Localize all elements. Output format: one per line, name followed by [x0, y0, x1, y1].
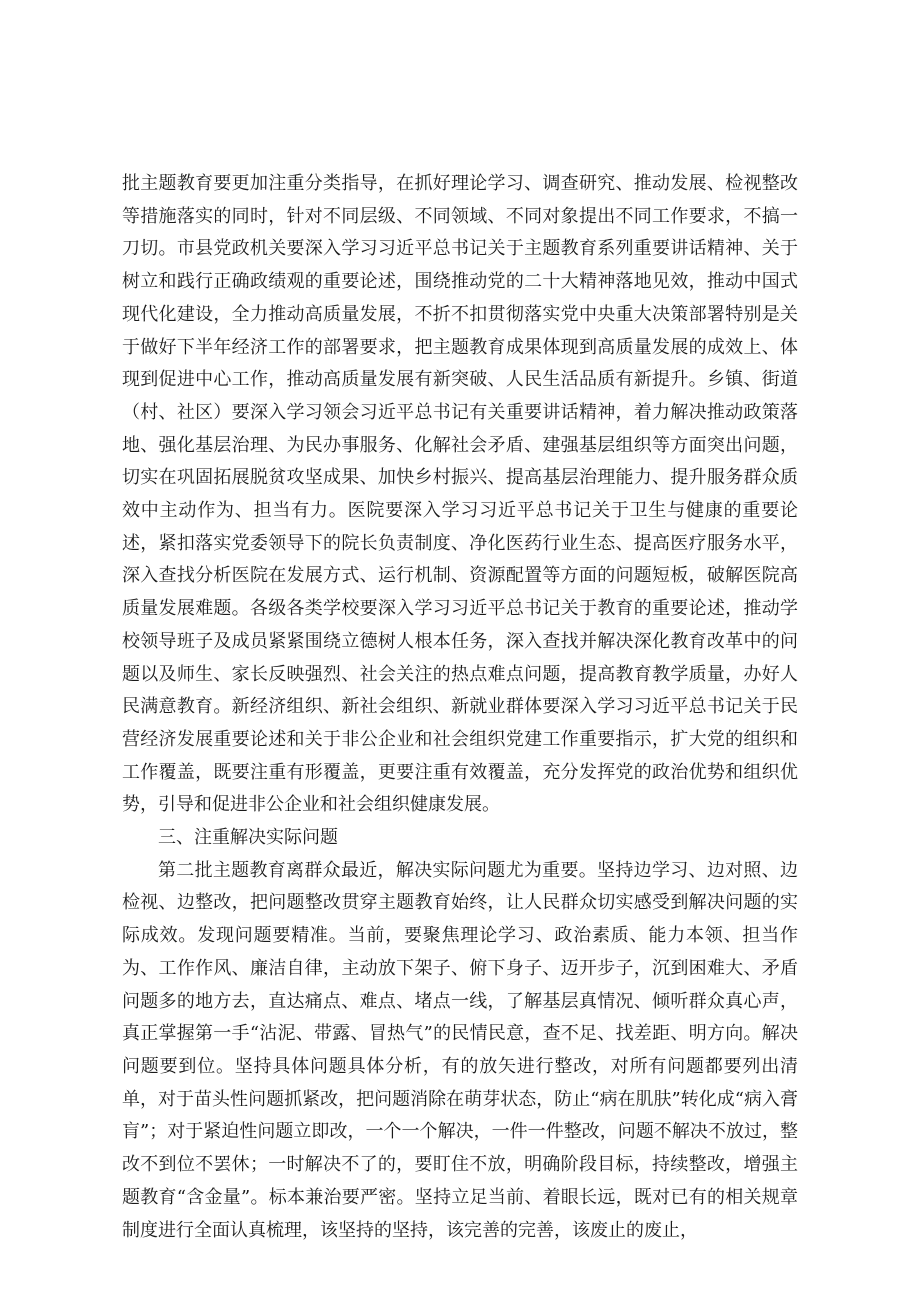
document-body	[122, 168, 798, 1247]
body-paragraph: 第二批主题教育离群众最近，解决实际问题尤为重要。坚持边学习、边对照、边检视、边整改，把问题整改贯穿主题教育始终，让人民群众切实感受到解决问题的实际成效。发现问题要精准。当前，要聚焦理论学习、政治素质、能力本领、担当作为、工作作风、廉洁自律，主动放下架子、俯下身子、迈开步子，沉到困难大、矛盾问题多的地方去，直达痛点、难点、堵点一线，了解基层真情况、倾听群众真心声，真正掌握第一手“沾泥、带露、冒热气”的民情民意，查不足、找差距、明方向。解决问题要到位。坚持具体问题具体分析，有的放矢进行整改，对所有问题都要列出清单，对于苗头性问题抓紧改，把问题消除在萌芽状态，防止“病在肌肤”转化成“病入膏肓”；对于紧迫性问题立即改，一个一个解决，一件一件整改，问题不解决不放过，整改不到位不罢休；一时解决不了的，要盯住不放，明确阶段目标，持续整改，增强主题教育“含金量”。标本兼治要严密。坚持立足当前、着眼长远，既对已有的相关规章制度进行全面认真梳理，该坚持的坚持，该完善的完善，该废止的废止，	[122, 859, 798, 1241]
body-paragraph-continued: 批主题教育要更加注重分类指导，在抓好理论学习、调查研究、推动发展、检视整改等措施落实的同时，针对不同层级、不同领域、不同对象提出不同工作要求，不搞一刀切。市县党政机关要深入学习习近平总书记关于主题教育系列重要讲话精神、关于树立和践行正确政绩观的重要论述，围绕推动党的二十大精神落地见效，推动中国式现代化建设，全力推动高质量发展，不折不扣贯彻落实党中央重大决策部署特别是关于做好下半年经济工作的部署要求，把主题教育成果体现到高质量发展的成效上、体现到促进中心工作，推动高质量发展有新突破、人民生活品质有新提升。乡镇、街道（村、社区）要深入学习领会习近平总书记有关重要讲话精神，着力解决推动政策落地、强化基层治理、为民办事服务、化解社会矛盾、建强基层组织等方面突出问题，切实在巩固拓展脱贫攻坚成果、加快乡村振兴、提高基层治理能力、提升服务群众质效中主动作为、担当有力。医院要深入学习习近平总书记关于卫生与健康的重要论述，紧扣落实党委领导下的院长负责制度、净化医药行业生态、提高医疗服务水平，深入查找分析医院在发展方式、运行机制、资源配置等方面的问题短板，破解医院高质量发展难题。各级各类学校要深入学习习近平总书记关于教育的重要论述，推动学校领导班子及成员紧紧围绕立德树人根本任务，深入查找并解决深化教育改革中的问题以及师生、家长反映强烈、社会关注的热点难点问题，提高教育教学质量，办好人民满意教育。新经济组织、新社会组织、新就业群体要深入学习习近平总书记关于民营经济发展重要论述和关于非公企业和社会组织党建工作重要指示，扩大党的组织和工作覆盖，既要注重有形覆盖，更要注重有效覆盖，充分发挥党的政治优势和组织优势，引导和促进非公企业和社会组织健康发展。	[122, 173, 798, 816]
section-heading: 三、注重解决实际问题	[158, 827, 338, 849]
